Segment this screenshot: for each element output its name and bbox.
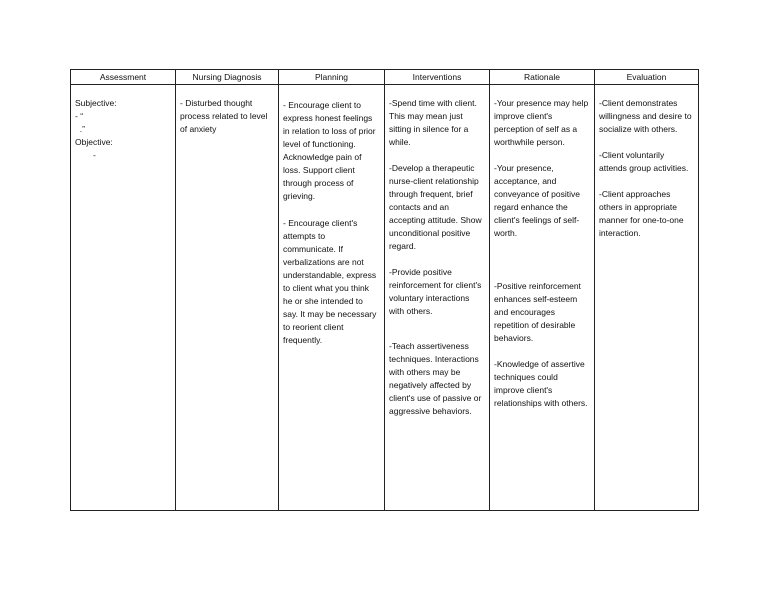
intervention-item: -Develop a therapeutic nurse-client relationship through frequent, brief contacts and an accepting attitude. Show unconditional positive regard. xyxy=(389,163,482,251)
evaluation-item: -Client voluntarily attends group activities. xyxy=(599,150,689,173)
header-assessment: Assessment xyxy=(71,70,176,85)
header-nursing-diagnosis: Nursing Diagnosis xyxy=(176,70,279,85)
objective-label: Objective: xyxy=(75,137,113,147)
subjective-label: Subjective: xyxy=(75,98,117,108)
intervention-item: -Teach assertiveness techniques. Interactions with others may be negatively affected by client's use of passive or aggressive behaviors. xyxy=(389,341,482,416)
subjective-quote-close: .” xyxy=(75,124,85,134)
assessment-cell xyxy=(71,85,176,511)
evaluation-cell xyxy=(595,85,699,511)
rationale-item: -Your presence may help improve client's perception of self as a worthwhile person. xyxy=(494,98,589,147)
rationale-cell xyxy=(490,85,595,511)
planning-cell xyxy=(279,85,385,511)
evaluation-item: -Client demonstrates willingness and desire to socialize with others. xyxy=(599,98,692,134)
planning-item: - Encourage client to express honest feelings in relation to loss of prior level of functioning. Acknowledge pain of loss. Support client through process of grieving. xyxy=(283,100,376,201)
header-planning: Planning xyxy=(279,70,385,85)
rationale-item: -Positive reinforcement enhances self-esteem and encourages repetition of desirable behaviors. xyxy=(494,281,581,343)
rationale-item: -Your presence, acceptance, and conveyance of positive regard enhance the client's feelings of self-worth. xyxy=(494,163,580,238)
evaluation-item: -Client approaches others in appropriate manner for one-to-one interaction. xyxy=(599,189,684,238)
header-interventions: Interventions xyxy=(385,70,490,85)
rationale-item: -Knowledge of assertive techniques could improve client's relationships with others. xyxy=(494,359,588,408)
interventions-cell xyxy=(385,85,490,511)
header-row xyxy=(71,70,699,85)
subjective-quote-open: - “ xyxy=(75,111,84,121)
intervention-item: -Provide positive reinforcement for client's voluntary interactions with others. xyxy=(389,267,482,316)
objective-item: - xyxy=(93,150,96,160)
diagnosis-text: - Disturbed thought process related to level of anxiety xyxy=(180,98,268,134)
header-rationale: Rationale xyxy=(490,70,595,85)
body-row xyxy=(71,85,699,511)
diagnosis-cell xyxy=(176,85,279,511)
intervention-item: -Spend time with client. This may mean just sitting in silence for a while. xyxy=(389,98,477,147)
nursing-care-plan-table xyxy=(70,69,699,511)
planning-item: - Encourage client's attempts to communicate. If verbalizations are not understandable, express to client what you think he or she intended to say. It may be necessary to reorient client frequently. xyxy=(283,218,377,345)
header-evaluation: Evaluation xyxy=(595,70,699,85)
